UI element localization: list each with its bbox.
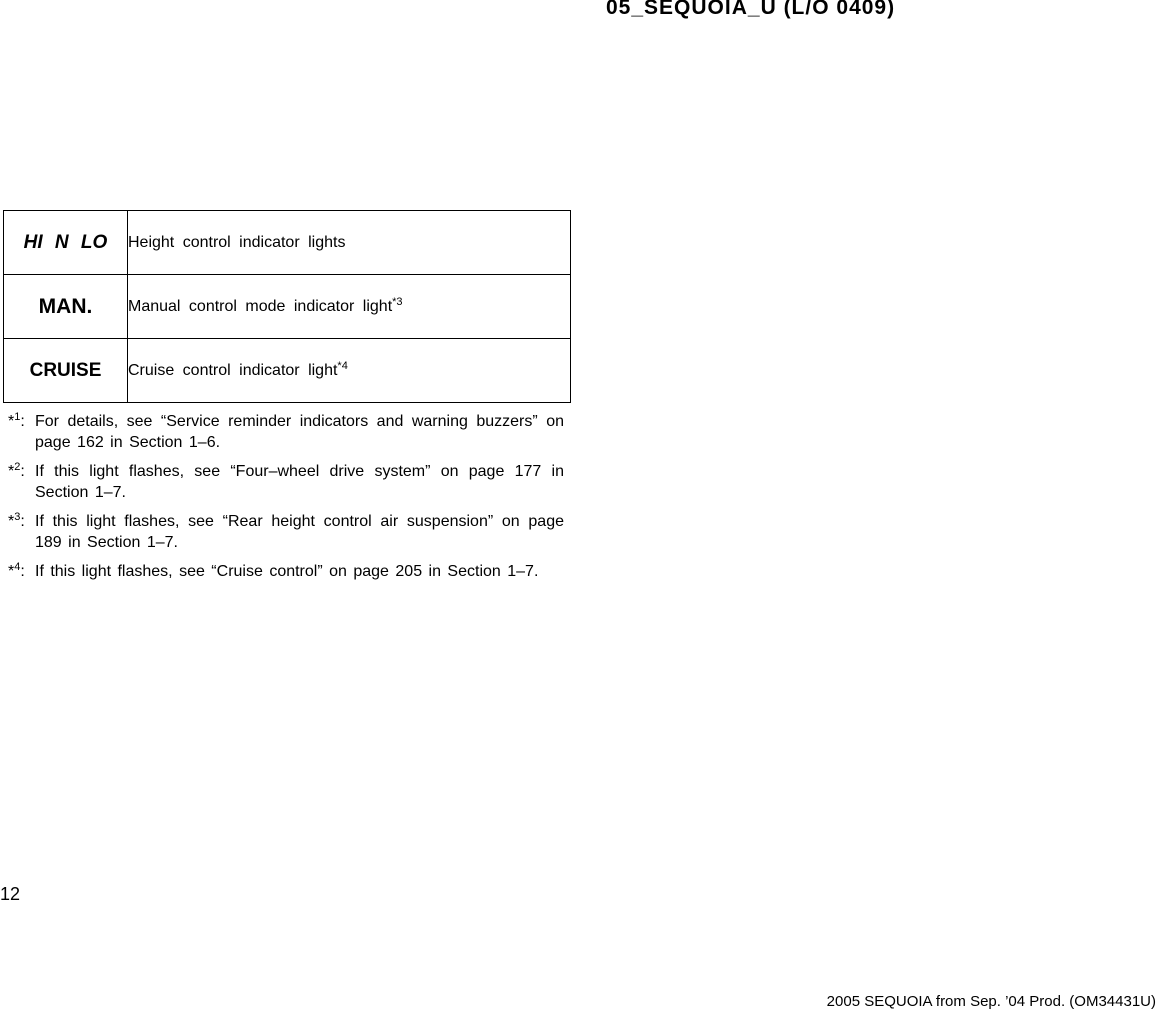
- footnote-1: [8, 411, 564, 453]
- height-control-description: [128, 211, 571, 275]
- cruise-symbol-label: CRUISE: [29, 359, 102, 381]
- height-control-symbol: [4, 211, 128, 275]
- footnotes: [8, 411, 564, 590]
- footnote-mark: *$^2$:: [8, 461, 25, 480]
- footnote-2: [8, 461, 564, 503]
- footnote-mark: *$^4$:: [8, 561, 25, 580]
- footnote-3: [8, 511, 564, 553]
- footnote-4: [8, 561, 564, 582]
- table-row: [4, 211, 571, 275]
- manual-mode-symbol: [4, 275, 128, 339]
- row-description: Manual control mode indicator light: [128, 297, 393, 315]
- table-row: [4, 275, 571, 339]
- man-symbol-label: MAN.: [38, 294, 93, 318]
- footnote-mark: *$^1$:: [8, 411, 25, 430]
- cruise-symbol: [4, 339, 128, 403]
- footnote-text: For details, see “Service reminder indicators and warning buzzers” on page 162 in Section 1–6.: [35, 413, 564, 451]
- row-description: Height control indicator lights: [128, 233, 346, 251]
- footnote-ref: *3: [392, 295, 403, 308]
- page-number: 12: [0, 884, 21, 904]
- document-code-header: 05_SEQUOIA_U (L/O 0409): [606, 0, 896, 19]
- footnote-text: If this light flashes, see “Four–wheel drive system” on page 177 in Section 1–7.: [35, 463, 564, 501]
- table-row: [4, 339, 571, 403]
- footnote-mark: *$^3$:: [8, 511, 25, 530]
- footnote-ref: *4: [337, 359, 348, 372]
- hi-n-lo-symbol-label: HI N LO: [23, 231, 108, 253]
- indicator-table: [3, 210, 571, 403]
- cruise-description: [128, 339, 571, 403]
- footnote-text: If this light flashes, see “Cruise control” on page 205 in Section 1–7.: [35, 563, 539, 580]
- footer-edition: 2005 SEQUOIA from Sep. ’04 Prod. (OM34431U): [826, 993, 1156, 1010]
- row-description: Cruise control indicator light: [128, 361, 338, 379]
- manual-mode-description: [128, 275, 571, 339]
- footnote-text: If this light flashes, see “Rear height control air suspension” on page 189 in Section 1–7.: [35, 513, 564, 551]
